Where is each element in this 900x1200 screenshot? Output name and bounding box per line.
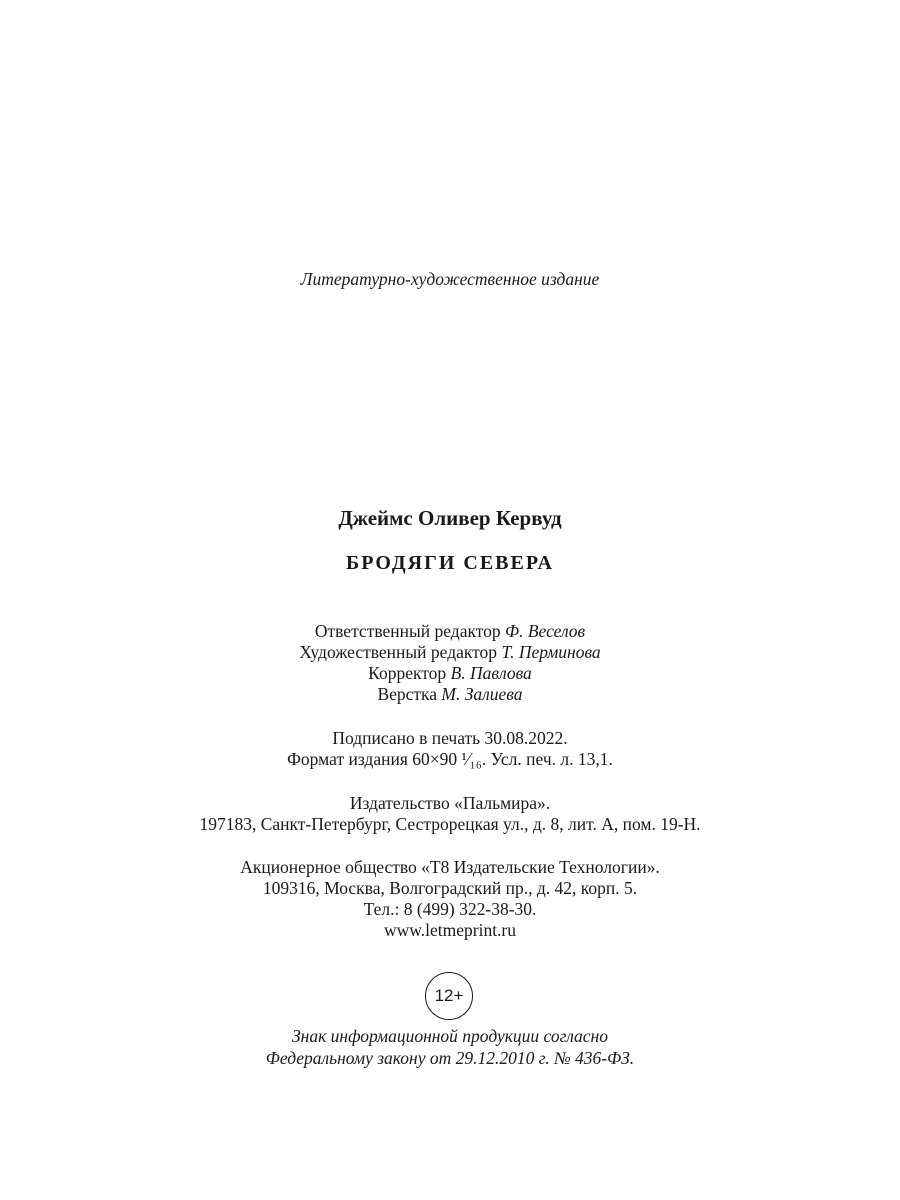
credit-role: Верстка — [377, 684, 438, 704]
print-info-line: Формат издания 60×90 ¹⁄₁₆. Усл. печ. л. 13,1. — [287, 749, 613, 769]
author: Джеймс Оливер Кервуд — [338, 506, 562, 530]
printer-website: www.letmeprint.ru — [383, 920, 517, 940]
credit-name: М. Залиева — [441, 684, 523, 704]
edition-type: Литературно-художественное издание — [300, 269, 600, 289]
credit-line — [0, 621, 900, 642]
credit-role: Художественный редактор — [299, 642, 498, 662]
publisher-line: 197183, Санкт-Петербург, Сестрорецкая ул., д. 8, лит. А, пом. 19-Н. — [199, 814, 701, 834]
credit-role: Корректор — [368, 663, 447, 683]
book-title: БРОДЯГИ СЕВЕРА — [346, 552, 554, 574]
age-notice-line: Федеральному закону от 29.12.2010 г. № 436-ФЗ. — [265, 1048, 635, 1068]
age-notice-line: Знак информационной продукции согласно — [291, 1026, 608, 1046]
credit-name: В. Павлова — [450, 663, 532, 683]
credit-role: Ответственный редактор — [314, 621, 501, 641]
printer-line: Тел.: 8 (499) 322-38-30. — [363, 899, 537, 919]
printer-line: 109316, Москва, Волгоградский пр., д. 42, корп. 5. — [262, 878, 638, 898]
credit-name: Ф. Веселов — [505, 621, 586, 641]
credit-name: Т. Перминова — [501, 642, 601, 662]
age-rating-badge: 12+ — [425, 972, 473, 1020]
printer-line: Акционерное общество «Т8 Издательские Технологии». — [240, 857, 660, 877]
print-info-line: Подписано в печать 30.08.2022. — [332, 728, 568, 748]
credit-line — [0, 684, 900, 705]
publisher-line: Издательство «Пальмира». — [349, 793, 551, 813]
credit-line — [0, 663, 900, 684]
credit-line — [0, 642, 900, 663]
